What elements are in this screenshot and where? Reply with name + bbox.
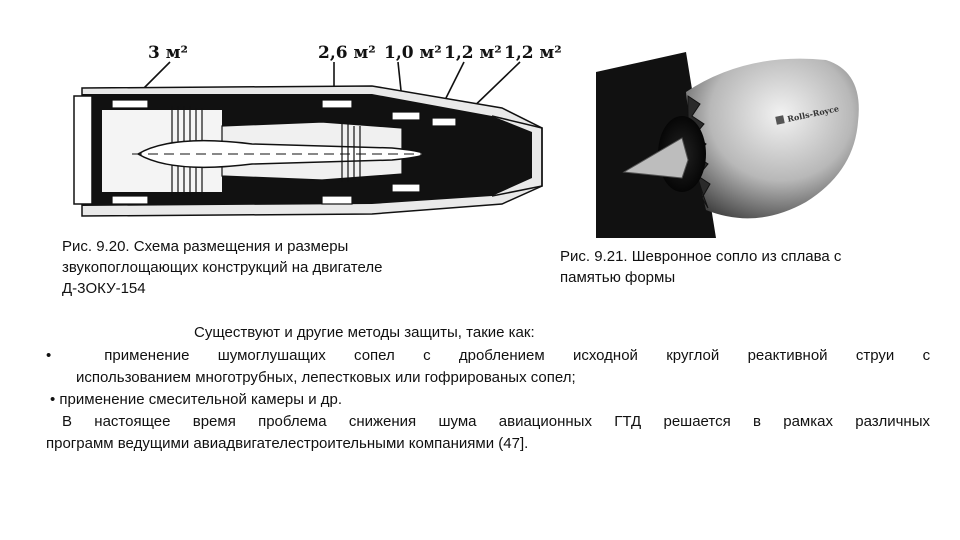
area-label-5: 1,2 м² [504, 43, 562, 63]
engine-liner-diagram [72, 36, 562, 232]
figure1-caption [62, 236, 482, 299]
word: шумоглушащих [217, 347, 326, 364]
paragraph-line-2: программ ведущими авиадвигателестроительными компаниями (47]. [46, 435, 529, 452]
caption-line: звукопоглощающих конструкций на двигателе [62, 259, 383, 276]
caption-line: Рис. 9.20. Схема размещения и размеры [62, 238, 349, 255]
area-label-3: 1,0 м² [384, 43, 442, 63]
word: с [423, 347, 431, 364]
word: исходной [572, 347, 638, 364]
caption-line: памятью формы [560, 269, 676, 286]
rolls-royce-logo: Rolls-Royce [786, 103, 840, 124]
word: реактивной [747, 347, 828, 364]
word: дроблением [458, 347, 545, 364]
bullet-item-1-continuation: использованием многотрубных, лепестковых или гофрированых сопел; [76, 369, 576, 386]
intro-paragraph: Существуют и другие методы защиты, такие как: [194, 324, 535, 341]
area-label-4: 1,2 м² [444, 43, 502, 63]
bullet-item-2: • применение смесительной камеры и др. [50, 391, 343, 408]
bullet-item-1 [46, 345, 930, 366]
chevron-nozzle-photo [596, 42, 866, 238]
area-label-2: 2,6 м² [318, 43, 376, 63]
word: сопел [354, 347, 395, 364]
area-label-1: 3 м² [148, 43, 188, 63]
figure2-caption [560, 246, 920, 288]
word: струи [855, 347, 895, 364]
caption-line: Д-3ОКУ-154 [62, 280, 146, 297]
word: с [922, 347, 931, 364]
bullet-marker: • [46, 347, 52, 364]
caption-line: Рис. 9.21. Шевронное сопло из сплава с [560, 248, 842, 265]
paragraph-line-1: В настоящее время проблема снижения шума авиационных ГТД решается в рамках различных [62, 413, 930, 430]
word: применение [104, 347, 190, 364]
word: круглой [666, 347, 720, 364]
nacelle [74, 86, 542, 216]
